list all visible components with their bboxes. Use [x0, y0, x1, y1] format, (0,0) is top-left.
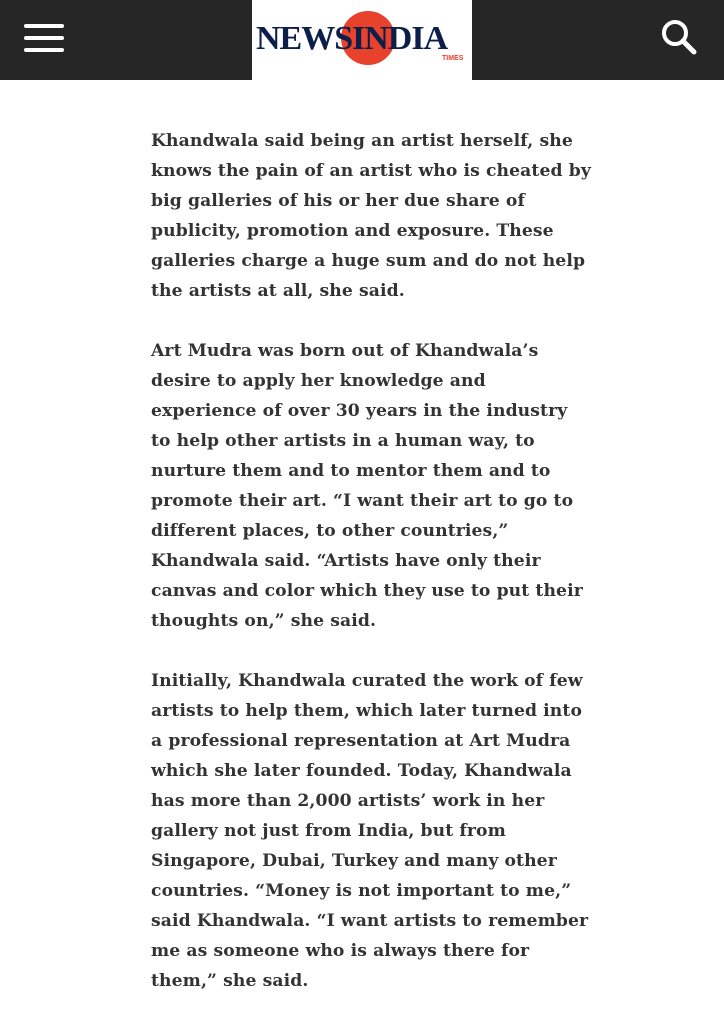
article-paragraph: Initially, Khandwala curated the work of few artists to help them, which later turned into a professional representation at Art Mudra which she later founded. Today, Khandwala has more than 2,000 artists’ work in her gallery not just from India, but from Singapore, Dubai, Turkey and many other countries. “Money is not important to me,” said Khandwala. “I want artists to remember me as someone who is always there for them,” she said. — [151, 671, 589, 991]
logo-word-news: NEWS — [256, 20, 353, 57]
article-body — [151, 126, 591, 1024]
menu-line — [24, 24, 64, 28]
article-paragraph: Khandwala said being an artist herself, she knows the pain of an artist who is cheated by big galleries of his or her due share of publicity, promotion and exposure. These galleries charge a huge sum and do not help the artists at all, she said. — [151, 131, 591, 301]
menu-line — [24, 36, 64, 40]
article-paragraph: Art Mudra was born out of Khandwala’s desire to apply her knowledge and experience of over 30 years in the industry to help other artists in a human way, to nurture them and to mentor them and to promote their art. “I want their art to go to different places, to other countries,” Khandwala said. “Artists have only their canvas and color which they use to put their thoughts on,” she said. — [151, 341, 583, 631]
menu-line — [24, 48, 64, 52]
news-india-times-logo — [252, 0, 472, 80]
logo-word-india: INDIA — [352, 20, 448, 57]
search-icon[interactable] — [652, 10, 708, 66]
logo-word-times: TIMES — [442, 55, 464, 62]
hamburger-menu-icon[interactable] — [20, 20, 68, 60]
top-navigation-bar — [0, 0, 724, 80]
magnifier-search-icon — [652, 10, 708, 66]
site-logo[interactable] — [252, 0, 472, 80]
